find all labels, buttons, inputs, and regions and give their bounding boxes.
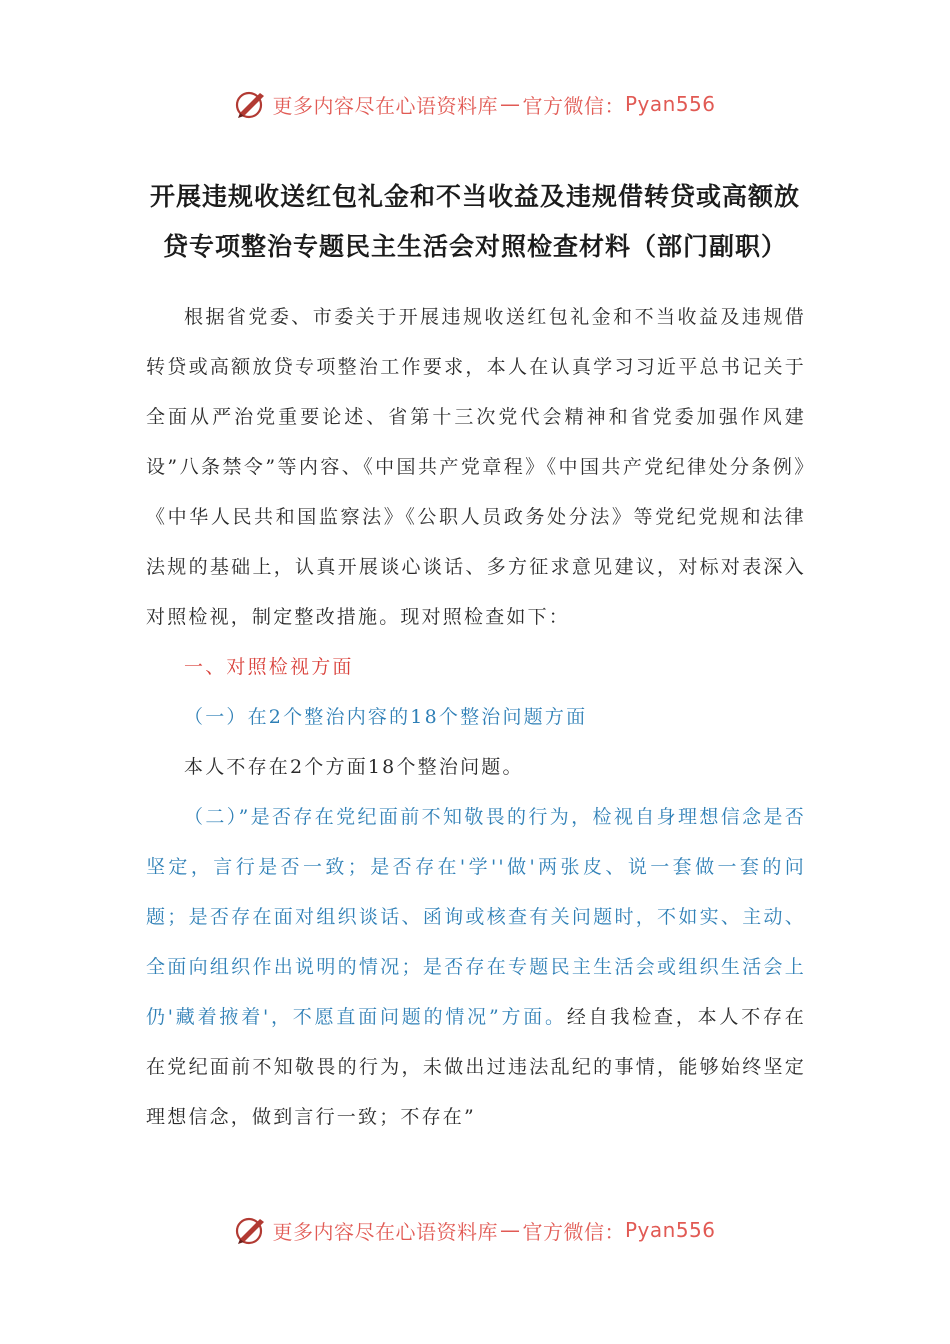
subsection-2-paragraph bbox=[146, 792, 806, 1142]
subsection-1-body: 本人不存在2个方面18个整治问题。 bbox=[184, 756, 524, 778]
subsection-1-heading: （一）在2个整治内容的18个整治问题方面 bbox=[184, 706, 588, 728]
title-line-1: 开展违规收送红包礼金和不当收益及违规借转贷或高额放 bbox=[149, 182, 800, 211]
subsection-2-heading: （二）”是否存在党纪面前不知敬畏的行为，检视自身理想信念是否坚定，言行是否一致；是否存在'学''做'两张皮、说一套做一套的问题；是否存在面对组织谈话、函询或核查有关问题时，不如实、主动、全面向组织作出说明的情况；是否存在专题民主生活会或组织生活会上仍'藏着掖着'，不愿直面问题的情况”方面。 bbox=[146, 806, 806, 1028]
banner-dash: — bbox=[499, 92, 521, 116]
header-banner bbox=[0, 84, 950, 124]
pen-circle-logo-icon bbox=[234, 1213, 268, 1247]
pen-circle-logo-icon bbox=[234, 87, 268, 121]
banner-site-text: 更多内容尽在心语资料库 bbox=[272, 1219, 498, 1244]
title-line-2: 贷专项整治专题民主生活会对照检查材料（部门副职） bbox=[162, 232, 787, 261]
banner-wechat-id: Pyan556 bbox=[624, 1218, 716, 1242]
banner-wechat-label: 官方微信： bbox=[522, 1219, 625, 1244]
banner-wechat-id: Pyan556 bbox=[624, 92, 716, 116]
document-title bbox=[110, 172, 840, 272]
document-body bbox=[146, 292, 806, 1142]
subsection-2-body: 经自我检查，本人不存在在党纪面前不知敬畏的行为，未做出过违法乱纪的事情，能够始终坚定理想信念，做到言行一致；不存在” bbox=[146, 1006, 806, 1128]
footer-banner bbox=[0, 1210, 950, 1250]
intro-paragraph: 根据省党委、市委关于开展违规收送红包礼金和不当收益及违规借转贷或高额放贷专项整治工作要求，本人在认真学习习近平总书记关于全面从严治党重要论述、省第十三次党代会精神和省党委加强作风建设”八条禁令”等内容、《中国共产党章程》《中国共产党纪律处分条例》《中华人民共和国监察法》《公职人员政务处分法》等党纪党规和法律法规的基础上，认真开展谈心谈话、多方征求意见建议，对标对表深入对照检视，制定整改措施。现对照检查如下： bbox=[146, 306, 806, 628]
banner-wechat-label: 官方微信： bbox=[522, 93, 625, 118]
banner-site-text: 更多内容尽在心语资料库 bbox=[272, 93, 498, 118]
section-1-heading: 一、对照检视方面 bbox=[184, 656, 354, 678]
banner-dash: — bbox=[499, 1218, 521, 1242]
